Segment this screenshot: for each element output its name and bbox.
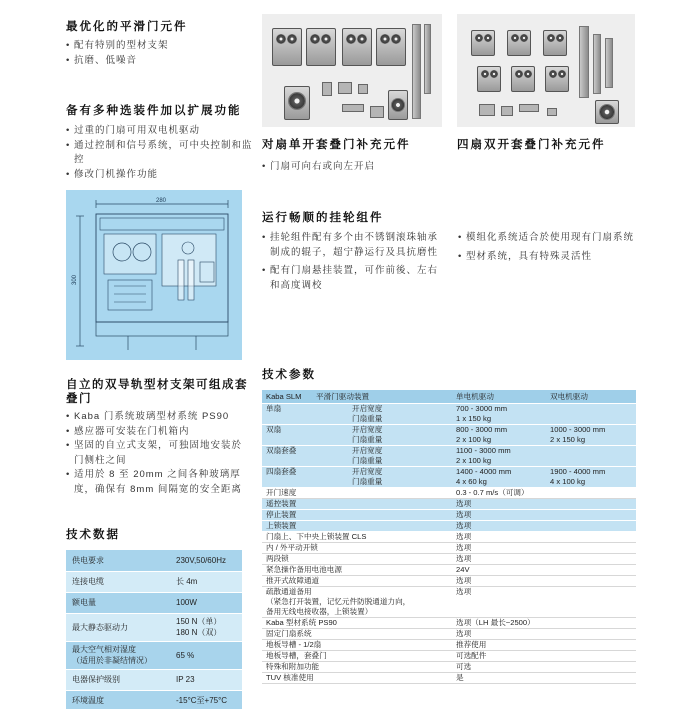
list-item: • 修改门机操作功能 [66,168,256,183]
table-cell-params: 开启宽度 门扇重量 [312,404,452,425]
table-cell-label: 停止装置 [262,510,452,521]
table-cell-label: 开门速度 [262,488,452,499]
table-row [262,629,636,640]
header-single-motor: 单电机驱动 [452,390,546,404]
photo-single-leaf-components [262,14,442,127]
table-cell-label: 供电要求 [66,550,170,571]
table-row [262,543,636,554]
table-cell-value: 选项 [452,587,636,618]
table-cell-value: 可选配件 [452,651,636,662]
table-cell-value: 0.3 - 0.7 m/s（可调） [452,488,636,499]
section-rollers-title: 运行畅顺的挂轮组件 [262,212,384,224]
table-row [66,669,242,690]
table-cell-label: 环境温度 [66,690,170,709]
table-cell-value: 选项 [452,510,636,521]
section-expansion-list [66,124,256,182]
list-item: • 抗磨、低噪音 [66,54,256,69]
table-cell-value: 选项（LH 最长~2500） [452,618,636,629]
table-row [262,521,636,532]
table-cell-label: 地板导槽，套叠门 [262,651,452,662]
width-dimension-label: 280 [156,198,167,204]
table-row [262,618,636,629]
table-cell-label: 最大静态驱动力 [66,613,170,641]
table-row [262,404,636,425]
table-cell-value: 选项 [452,532,636,543]
table-cell-value: 100W [170,592,242,613]
table-row [262,662,636,673]
table-cell-label: 电器保护级别 [66,669,170,690]
table-row [66,613,242,641]
table-cell-single: 700 - 3000 mm 1 x 150 kg [452,404,546,425]
table-row [262,673,636,684]
table-cell-value: 230V,50/60Hz [170,550,242,571]
table-row [262,640,636,651]
table-row [262,565,636,576]
table-cell-value: 是 [452,673,636,684]
section-optimized-list [66,39,256,68]
table-cell-dual [546,404,636,425]
table-row [262,446,636,467]
table-cell-label: 紧急操作备用电池电源 [262,565,452,576]
table-row [66,690,242,709]
table-cell-type: 双扇 [262,425,312,446]
section-self-standing [66,378,252,497]
table-cell-value: 长 4m [170,571,242,592]
table-cell-value: 选项 [452,576,636,587]
cross-section-drawing [66,190,242,360]
section-tech-data [66,528,242,709]
table-cell-value: 150 N（单） 180 N（双） [170,613,242,641]
photo-four-leaf-components [457,14,635,127]
table-row [66,571,242,592]
section-single-leaf-title: 对扇单开套叠门补充元件 [262,139,411,151]
table-cell-params: 开启宽度 门扇重量 [312,446,452,467]
table-cell-value: 选项 [452,521,636,532]
section-four-leaf [457,138,647,152]
header-product-sub: 平滑门驱动装置 [312,390,452,404]
table-row [66,641,242,669]
table-cell-value: 推荐使用 [452,640,636,651]
table-cell-single: 1100 - 3000 mm 2 x 100 kg [452,446,546,467]
table-header-row [262,390,636,404]
table-cell-label: 地板导槽 - 1/2扇 [262,640,452,651]
tech-params-table [262,390,636,684]
table-cell-value: 选项 [452,543,636,554]
table-cell-value: IP 23 [170,669,242,690]
table-cell-label: 门扇上、下中央上锁装置 CLS [262,532,452,543]
table-cell-label: 疏散通道备用 （紧急打开装置，记忆元件防脱通道力向， 备用无线电接收器，上锁装置） [262,587,452,618]
list-item: • 坚固的自立式支架，可独固地安装於门侧柱之间 [66,439,252,468]
table-cell-label: 两段锁 [262,554,452,565]
table-cell-label: TUV 核准使用 [262,673,452,684]
section-single-leaf-list [262,160,452,175]
table-row [262,499,636,510]
table-row [262,554,636,565]
table-row [262,532,636,543]
table-cell-value: 选项 [452,554,636,565]
section-self-standing-list [66,410,252,497]
table-row [66,550,242,571]
tech-params-title: 技术参数 [262,369,316,381]
table-cell-label: Kaba 型材系统 PS90 [262,618,452,629]
list-item: • 配有特别的型材支架 [66,39,256,54]
list-item: • 通过控制和信号系统，可中央控制和监控 [66,139,256,168]
technical-drawing [66,190,242,360]
table-cell-label: 遥控装置 [262,499,452,510]
table-row [262,651,636,662]
table-cell-dual: 1000 - 3000 mm 2 x 150 kg [546,425,636,446]
tech-data-table [66,550,242,709]
table-cell-label: 连接电缆 [66,571,170,592]
table-cell-label: 内 / 外平动开锁 [262,543,452,554]
section-optimized-title: 最优化的平滑门元件 [66,21,188,33]
table-cell-label: 最大空气相对湿度 （适用於非凝结情况） [66,641,170,669]
tech-data-title: 技术数据 [66,529,120,541]
table-row [262,576,636,587]
table-cell-label: 上锁装置 [262,521,452,532]
section-single-leaf [262,138,452,175]
list-item: • 过重的门扇可用双电机驱动 [66,124,256,139]
section-tech-params [262,368,636,684]
section-self-standing-title: 自立的双导轨型材支架可组成套叠门 [66,379,248,405]
table-cell-type: 单扇 [262,404,312,425]
section-four-leaf-title: 四扇双开套叠门补充元件 [457,139,606,151]
table-cell-value: 24V [452,565,636,576]
table-cell-params: 开启宽度 门扇重量 [312,425,452,446]
table-cell-label: 推开式故障通道 [262,576,452,587]
list-item: • 感应器可安装在门机箱内 [66,425,252,440]
table-cell-type: 四扇套叠 [262,467,312,488]
table-cell-value: 选项 [452,629,636,640]
list-item: • 挂轮组件配有多个由不锈钢滚珠轴承制成的辊子，超宁静运行及具抗磨性 [262,231,448,260]
table-cell-type: 双扇套叠 [262,446,312,467]
table-cell-value: 选项 [452,499,636,510]
section-expansion [66,104,256,182]
table-row [262,467,636,488]
table-cell-value: 可选 [452,662,636,673]
section-rollers-list-right [458,231,644,264]
section-expansion-title: 备有多种选装件加以扩展功能 [66,105,242,117]
table-cell-params: 开启宽度 门扇重量 [312,467,452,488]
table-row [262,510,636,521]
section-rollers [262,211,652,291]
table-cell-label: 额电量 [66,592,170,613]
table-cell-value: -15°C至+75°C [170,690,242,709]
table-cell-label: 特殊和附加功能 [262,662,452,673]
table-row [262,488,636,499]
table-cell-value: 65 % [170,641,242,669]
table-cell-dual [546,446,636,467]
list-item: • 配有门扇悬挂装置，可作前後、左右和高度调校 [262,264,448,293]
section-rollers-list-left [262,231,448,293]
list-item: • 适用於 8 至 20mm 之间各种玻璃厚度，确保有 8mm 间隔宽的安全距离 [66,468,252,497]
table-row [262,587,636,618]
list-item: • 门扇可向右或向左开启 [262,160,452,175]
table-cell-label: 固定门扇系统 [262,629,452,640]
table-cell-single: 1400 - 4000 mm 4 x 60 kg [452,467,546,488]
table-row [262,425,636,446]
header-dual-motor: 双电机驱动 [546,390,636,404]
list-item: • 型材系统，具有特殊灵活性 [458,250,644,265]
table-row [66,592,242,613]
section-optimized [66,20,256,68]
list-item: • Kaba 门系统玻璃型材系统 PS90 [66,410,252,425]
table-cell-single: 800 - 3000 mm 2 x 100 kg [452,425,546,446]
height-dimension-label: 300 [72,274,78,285]
list-item: • 模组化系统适合於使用现有门扇系统 [458,231,644,246]
table-cell-dual: 1900 - 4000 mm 4 x 100 kg [546,467,636,488]
header-product: Kaba SLM [262,390,312,404]
